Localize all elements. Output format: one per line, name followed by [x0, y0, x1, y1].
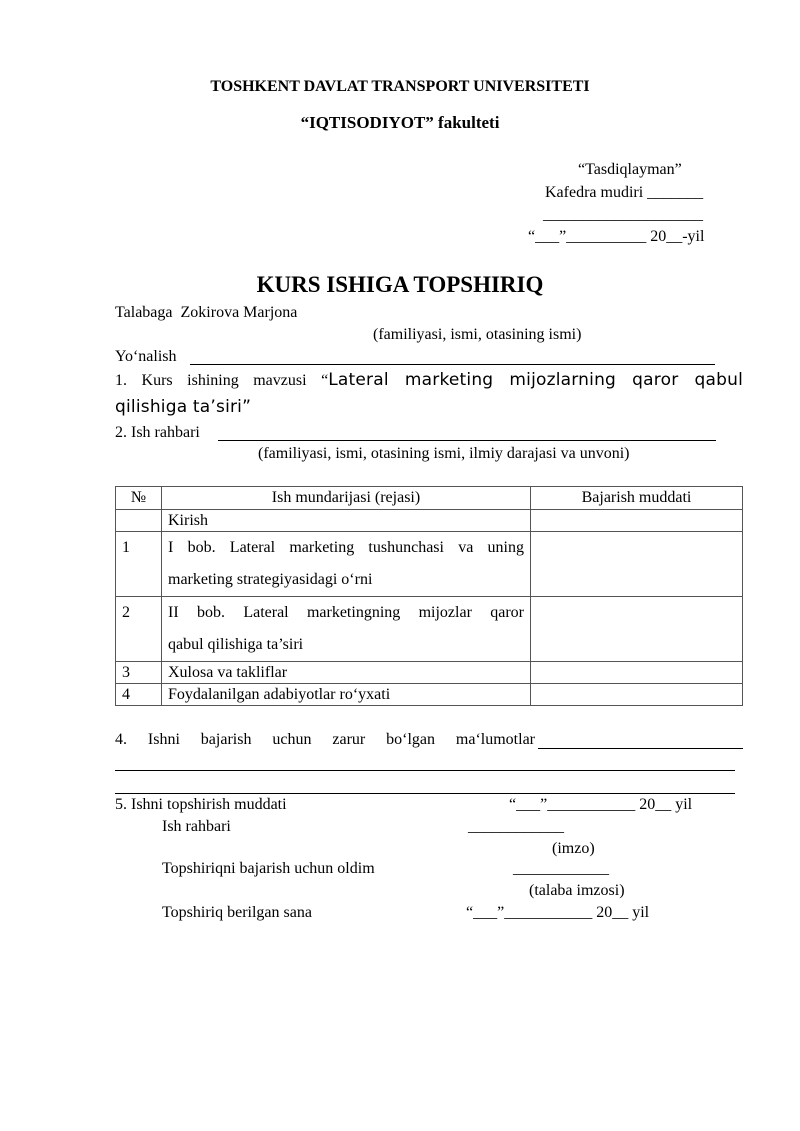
row-deadline — [531, 684, 743, 706]
approval-title: “Tasdiqlayman” — [578, 161, 682, 178]
student-label: Talabaga — [115, 304, 173, 321]
topic-label: 1. Kurs ishining mavzusi — [115, 372, 307, 389]
student-hint: (familiyasi, ismi, otasining ismi) — [373, 326, 582, 343]
faculty-name: “IQTISODIYOT” fakulteti — [300, 113, 500, 132]
plan-table — [115, 486, 743, 706]
row-plan: Foydalanilgan adabiyotlar ro‘yxati — [162, 684, 531, 706]
supervisor-label: 2. Ish rahbari — [115, 424, 200, 441]
row-number: 3 — [116, 662, 162, 684]
row-number — [116, 510, 162, 532]
row-number: 1 — [116, 532, 162, 597]
row-plan — [162, 532, 531, 597]
student-signature-line: ____________ — [513, 860, 609, 877]
university-name: TOSHKENT DAVLAT TRANSPORT UNIVERSITETI — [210, 78, 590, 95]
supervisor-line — [218, 440, 716, 441]
table-row — [116, 662, 743, 684]
row-plan: Kirish — [162, 510, 531, 532]
topic-row — [115, 370, 743, 390]
table-header-row — [116, 487, 743, 510]
row-number: 2 — [116, 597, 162, 662]
approval-line: ____________________ — [543, 206, 703, 223]
approval-date: “___”__________ 20__-yil — [528, 228, 705, 245]
row-deadline — [531, 532, 743, 597]
header-number: № — [116, 487, 162, 510]
row-plan-line1: I bob. Lateral marketing tushunchasi va uning — [168, 539, 524, 556]
section4-line-3 — [115, 793, 735, 794]
row-number: 4 — [116, 684, 162, 706]
topic-line1: Lateral marketing mijozlarning qaror qabul — [328, 370, 744, 390]
table-row — [116, 532, 743, 597]
row-plan-line2: marketing strategiyasidagi o‘rni — [168, 571, 373, 588]
student-signature-hint: (talaba imzosi) — [529, 882, 625, 899]
direction-line — [190, 364, 715, 365]
issued-date: “___”___________ 20__ yil — [466, 904, 650, 921]
section5-label: 5. Ishni topshirish muddati — [115, 796, 287, 813]
document-title: KURS ISHIGA TOPSHIRIQ — [256, 272, 544, 297]
table-row — [116, 684, 743, 706]
table-row — [116, 510, 743, 532]
table-row — [116, 597, 743, 662]
row-plan-line2: qabul qilishiga ta’siri — [168, 636, 304, 653]
section4-row — [115, 731, 535, 749]
issued-label: Topshiriq berilgan sana — [162, 904, 312, 921]
supervisor-signature-hint: (imzo) — [552, 840, 595, 857]
section4-line-1 — [538, 748, 743, 749]
supervisor-signature-line: ____________ — [468, 818, 564, 835]
row-deadline — [531, 662, 743, 684]
supervisor-hint: (familiyasi, ismi, otasining ismi, ilmiy darajasi va unvoni) — [258, 445, 630, 462]
section5-date: “___”___________ 20__ yil — [509, 796, 693, 813]
supervisor-sign-label: Ish rahbari — [162, 818, 231, 835]
section4-label: 4. Ishni bajarish uchun zarur bo‘lgan ma‘lumotlar — [115, 731, 535, 748]
topic-line2: qilishiga ta’siri” — [115, 397, 252, 417]
row-plan: Xulosa va takliflar — [162, 662, 531, 684]
header-plan: Ish mundarijasi (rejasi) — [162, 487, 531, 510]
direction-label: Yo‘nalish — [115, 348, 177, 365]
header-deadline: Bajarish muddati — [531, 487, 743, 510]
row-deadline — [531, 510, 743, 532]
topic-quote: “ — [321, 372, 329, 389]
student-row — [115, 304, 297, 322]
row-plan — [162, 597, 531, 662]
section4-line-2 — [115, 770, 735, 771]
student-name: Zokirova Marjona — [180, 304, 298, 321]
row-plan-line1: II bob. Lateral marketingning mijozlar qaror — [168, 604, 524, 621]
approval-head: Kafedra mudiri _______ — [545, 184, 704, 201]
received-label: Topshiriqni bajarish uchun oldim — [162, 860, 375, 877]
row-deadline — [531, 597, 743, 662]
